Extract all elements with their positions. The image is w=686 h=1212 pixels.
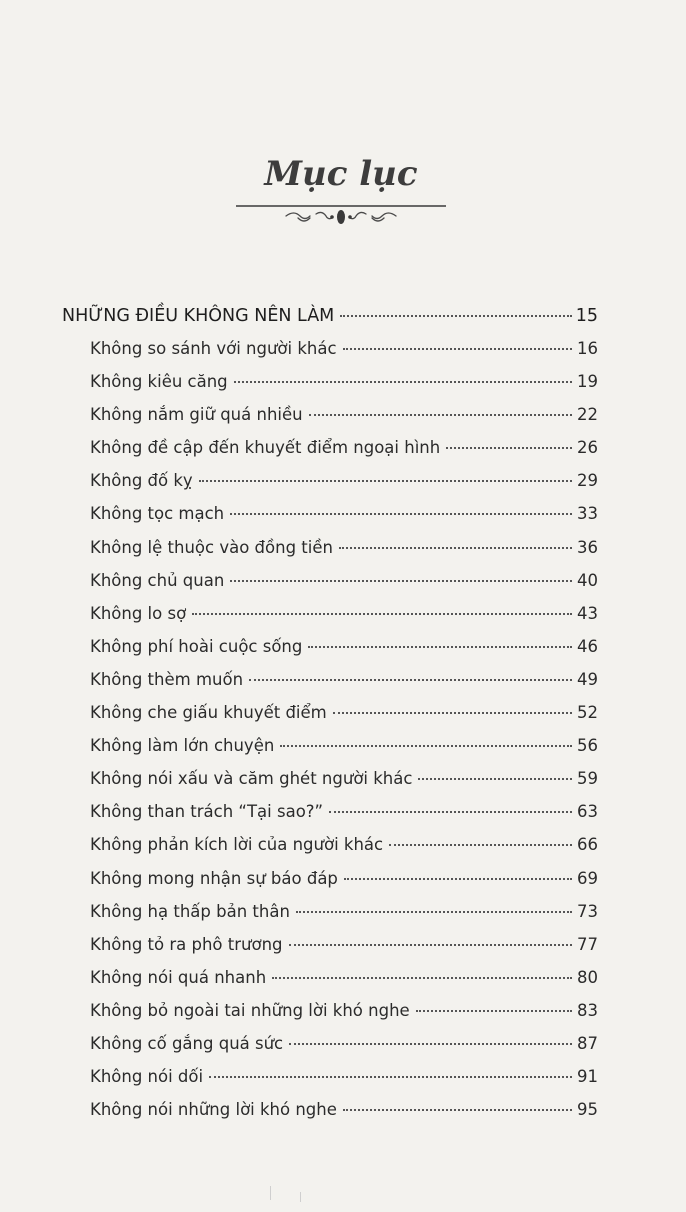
toc-list	[62, 306, 598, 1133]
dot-leader	[192, 613, 572, 615]
entry-page-number: 83	[577, 1000, 598, 1020]
toc-entry[interactable]	[62, 538, 598, 571]
entry-label: Không bỏ ngoài tai những lời khó nghe	[90, 1000, 410, 1020]
dot-leader	[329, 811, 572, 813]
entry-label: Không nói dối	[90, 1067, 204, 1087]
dot-leader	[309, 414, 572, 416]
entry-page-number: 40	[577, 570, 598, 590]
entry-label: Không lo sợ	[90, 603, 187, 623]
entry-page-number: 43	[577, 603, 598, 623]
dot-leader	[234, 381, 572, 383]
dot-leader	[199, 480, 572, 482]
entry-page-number: 33	[577, 504, 598, 524]
dot-leader	[389, 844, 572, 846]
entry-page-number: 77	[577, 934, 598, 954]
entry-page-number: 46	[577, 636, 598, 656]
entry-label: Không mong nhận sự báo đáp	[90, 868, 338, 888]
toc-entry[interactable]	[62, 935, 598, 968]
entry-label: Không tọc mạch	[90, 504, 225, 524]
binding-mark	[300, 1192, 301, 1202]
toc-entry[interactable]	[62, 1034, 598, 1067]
entry-label: Không phí hoài cuộc sống	[90, 636, 303, 656]
page-title: Mục lục	[264, 154, 418, 194]
toc-entry[interactable]	[62, 736, 598, 769]
entry-label: Không than trách “Tại sao?”	[90, 802, 324, 822]
toc-entry[interactable]	[62, 571, 598, 604]
entry-page-number: 80	[577, 967, 598, 987]
toc-entry[interactable]	[62, 604, 598, 637]
entry-page-number: 66	[577, 835, 598, 855]
toc-entry[interactable]	[62, 769, 598, 802]
binding-mark	[270, 1186, 271, 1200]
dot-leader	[343, 1109, 572, 1111]
dot-leader	[230, 580, 572, 582]
entry-page-number: 91	[577, 1067, 598, 1087]
toc-entry[interactable]	[62, 902, 598, 935]
toc-entry[interactable]	[62, 405, 598, 438]
entry-page-number: 95	[577, 1100, 598, 1120]
dot-leader	[343, 348, 572, 350]
toc-entry[interactable]	[62, 968, 598, 1001]
entry-label: Không so sánh với người khác	[90, 339, 337, 358]
entry-label: Không che giấu khuyết điểm	[90, 703, 327, 723]
entry-label: Không đố kỵ	[90, 471, 193, 491]
entry-label: Không nắm giữ quá nhiều	[90, 405, 303, 425]
entry-page-number: 22	[577, 405, 598, 425]
toc-entry[interactable]	[62, 339, 598, 372]
toc-entry[interactable]	[62, 670, 598, 703]
entry-page-number: 19	[577, 372, 598, 392]
dot-leader	[340, 315, 571, 317]
entry-page-number: 16	[577, 339, 598, 358]
entry-label: Không tỏ ra phô trương	[90, 934, 283, 954]
dot-leader	[296, 911, 572, 913]
entry-label: Không phản kích lời của người khác	[90, 835, 384, 855]
toc-entry[interactable]	[62, 372, 598, 405]
ornament-divider-icon	[236, 202, 446, 228]
toc-entry[interactable]	[62, 438, 598, 471]
toc-entry[interactable]	[62, 1067, 598, 1100]
entry-label: Không nói xấu và căm ghét người khác	[90, 769, 413, 789]
dot-leader	[339, 547, 572, 549]
dot-leader	[230, 513, 572, 515]
entry-page-number: 63	[577, 802, 598, 822]
dot-leader	[344, 878, 572, 880]
entry-label: Không nói những lời khó nghe	[90, 1100, 337, 1120]
toc-entry[interactable]	[62, 835, 598, 868]
entry-label: Không làm lớn chuyện	[90, 736, 275, 756]
toc-entry[interactable]	[62, 504, 598, 537]
entry-page-number: 52	[577, 703, 598, 723]
entry-page-number: 69	[577, 868, 598, 888]
section-label: NHỮNG ĐIỀU KHÔNG NÊN LÀM	[62, 306, 335, 326]
entry-label: Không kiêu căng	[90, 372, 228, 392]
entry-label: Không đề cập đến khuyết điểm ngoại hình	[90, 438, 441, 458]
dot-leader	[308, 646, 572, 648]
entry-page-number: 49	[577, 669, 598, 689]
dot-leader	[333, 712, 572, 714]
dot-leader	[289, 1043, 572, 1045]
toc-entry[interactable]	[62, 1100, 598, 1133]
toc-entry[interactable]	[62, 637, 598, 670]
toc-entry[interactable]	[62, 1001, 598, 1034]
toc-entry[interactable]	[62, 802, 598, 835]
dot-leader	[446, 447, 572, 449]
entry-label: Không thèm muốn	[90, 669, 244, 689]
entry-label: Không hạ thấp bản thân	[90, 901, 290, 921]
entry-page-number: 87	[577, 1033, 598, 1053]
entry-page-number: 59	[577, 769, 598, 789]
entry-label: Không nói quá nhanh	[90, 967, 267, 987]
toc-section-heading[interactable]	[62, 306, 598, 339]
toc-entry[interactable]	[62, 869, 598, 902]
entry-page-number: 26	[577, 438, 598, 458]
dot-leader	[209, 1076, 572, 1078]
entry-page-number: 29	[577, 471, 598, 491]
dot-leader	[418, 778, 572, 780]
dot-leader	[272, 977, 572, 979]
entry-page-number: 73	[577, 901, 598, 921]
toc-entry[interactable]	[62, 703, 598, 736]
dot-leader	[249, 679, 572, 681]
entry-label: Không lệ thuộc vào đồng tiền	[90, 537, 333, 557]
dot-leader	[289, 944, 572, 946]
title-block	[236, 148, 446, 228]
dot-leader	[280, 745, 572, 747]
entry-label: Không chủ quan	[90, 570, 225, 590]
entry-page-number: 56	[577, 736, 598, 756]
entry-page-number: 36	[577, 537, 598, 557]
entry-label: Không cố gắng quá sức	[90, 1033, 284, 1053]
section-page-number: 15	[575, 306, 598, 326]
toc-entry[interactable]	[62, 471, 598, 504]
dot-leader	[416, 1010, 572, 1012]
